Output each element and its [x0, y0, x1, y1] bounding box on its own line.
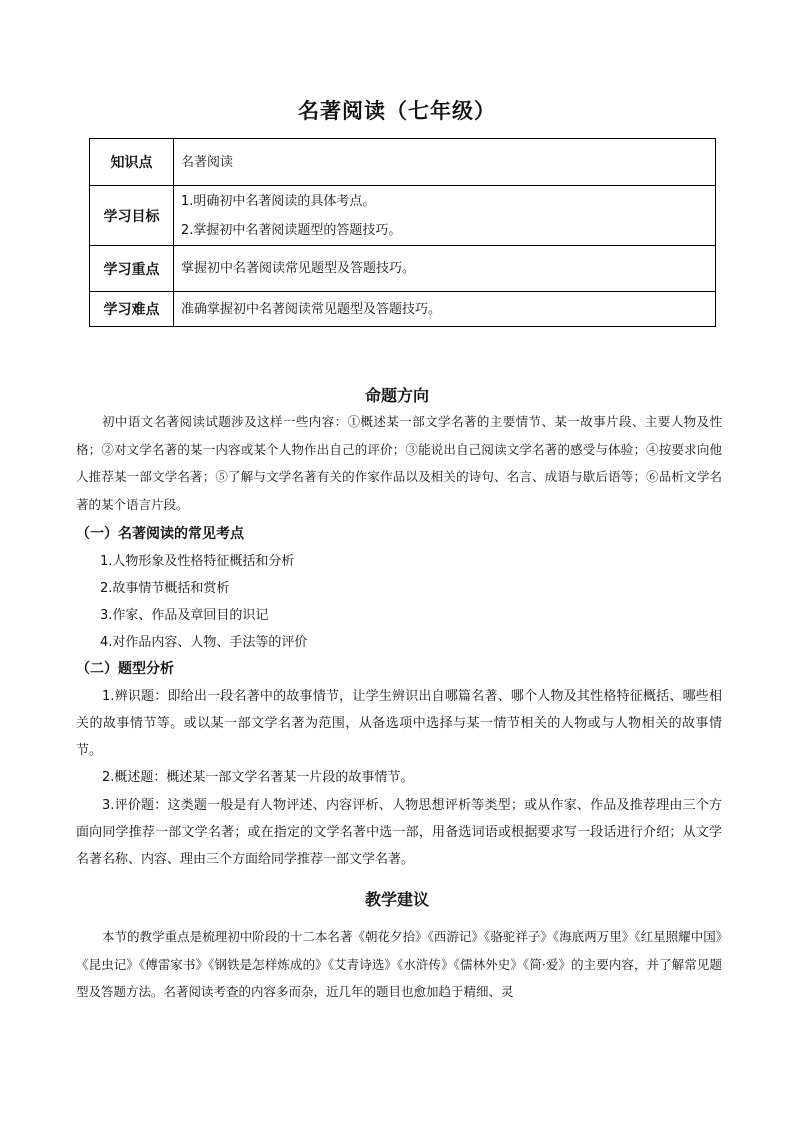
cell-line: 1.明确初中名著阅读的具体考点。 — [181, 193, 376, 209]
table-row — [90, 246, 716, 292]
page-title: 名著阅读（七年级） — [298, 99, 496, 123]
cell-line: 掌握初中名著阅读常见题型及答题技巧。 — [181, 261, 416, 276]
list-item: 3.作家、作品及章回目的识记 — [100, 608, 269, 623]
table-row — [90, 139, 716, 186]
cell-line: 准确掌握初中名著阅读常见题型及答题技巧。 — [181, 301, 442, 317]
row-content-difficulty — [174, 292, 716, 327]
row-content-focus — [174, 246, 716, 292]
section2-para-2: 2.概述题：概述某一部文学名著某一片段的故事情节。 — [102, 770, 414, 785]
section2-para-1: 1.辨识题：即给出一段名著中的故事情节，让学生辨识出自哪篇名著、哪个人物及其性格特征概括、哪些相关的故事情节等。或以某一部文学名著为范围，从备选项中选择与某一情节相关的人物或与人物相关的故事情节。 — [76, 689, 722, 758]
cell-line: 名著阅读 — [181, 154, 234, 170]
row-content-knowledge — [174, 139, 716, 186]
row-content-goals — [174, 186, 716, 246]
list-item: 4.对作品内容、人物、手法等的评价 — [100, 635, 308, 650]
list-item: 2.故事情节概括和赏析 — [100, 581, 230, 596]
section2-title: （二）题型分析 — [76, 661, 174, 677]
row-head-focus: 学习重点 — [90, 246, 174, 292]
section1-title: （一）名著阅读的常见考点 — [76, 526, 244, 542]
advice-text: 本节的教学重点是梳理初中阶段的十二本名著《朝花夕拾》《西游记》《骆驼祥子》《海底两万里》《红星照耀中国》《昆虫记》《傅雷家书》《钢铁是怎样炼成的》《艾青诗选》《水浒传》《儒林外史》《简·爱》的主要内容，并了解常见题型及答题方法。名著阅读考查的内容多而杂，近几年的题目也愈加趋于精细、灵 — [76, 929, 722, 999]
row-head-goals: 学习目标 — [90, 186, 174, 246]
list-item: 1.人物形象及性格特征概括和分析 — [100, 554, 295, 569]
table-row — [90, 186, 716, 246]
info-table — [89, 138, 716, 327]
section2-para-3: 3.评价题：这类题一般是有人物评述、内容评析、人物思想评析等类型；或从作家、作品及推荐理由三个方面向同学推荐一部文学名著；或在指定的文学名著中选一部，用备选词语或根据要求写一段话进行介绍；从文学名著名称、内容、理由三个方面给同学推荐一部文学名著。 — [76, 798, 722, 867]
direction-intro: 初中语文名著阅读试题涉及这样一些内容：①概述某一部文学名著的主要情节、某一故事片段、主要人物及性格；②对文学名著的某一内容或某个人物作出自己的评价；③能说出自己阅读文学名著的感受与体验；④按要求向他人推荐某一部文学名著；⑤了解与文学名著有关的作家作品以及相关的诗句、名言、成语与歇后语等；⑥品析文学名著的某个语言片段。 — [76, 414, 722, 512]
advice-title: 教学建议 — [364, 890, 429, 909]
row-head-difficulty: 学习难点 — [90, 292, 174, 327]
cell-line: 2.掌握初中名著阅读题型的答题技巧。 — [181, 222, 402, 238]
direction-title: 命题方向 — [364, 386, 429, 405]
row-head-knowledge: 知识点 — [90, 139, 174, 186]
table-row — [90, 292, 716, 327]
